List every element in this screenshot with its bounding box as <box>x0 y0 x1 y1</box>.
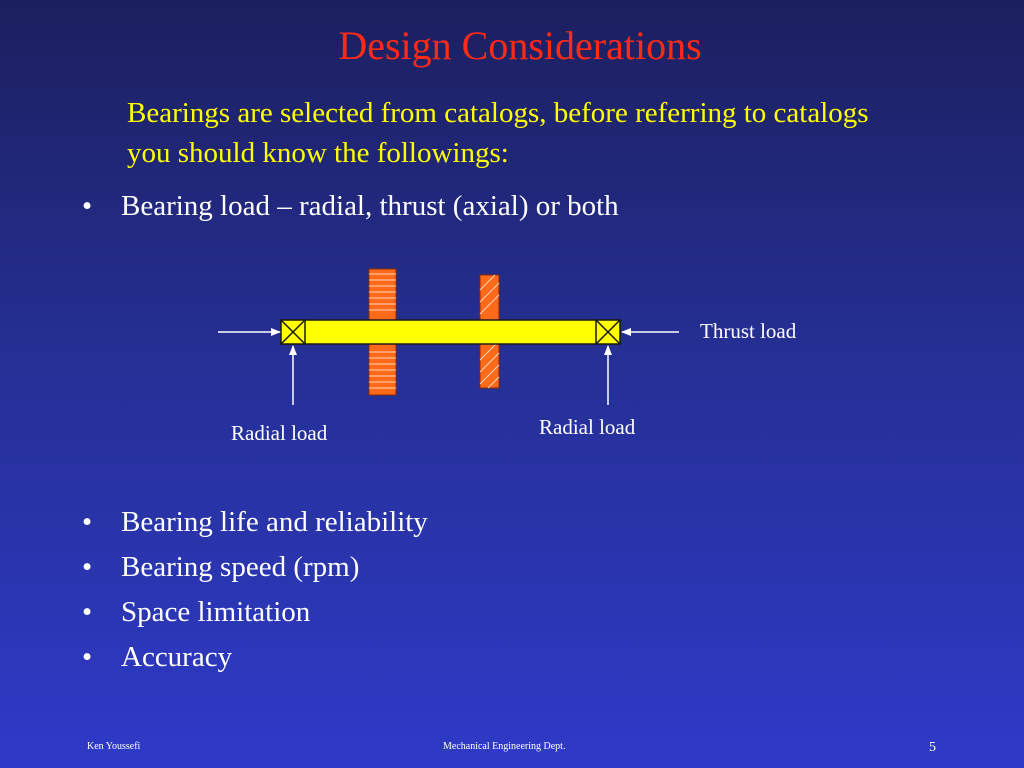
bullet-item: • Bearing life and reliability <box>82 502 428 547</box>
footer-department: Mechanical Engineering Dept. <box>443 741 566 752</box>
page-number: 5 <box>929 740 936 755</box>
bullet-item: • Accuracy <box>82 637 428 682</box>
bullet-item: • Space limitation <box>82 592 428 637</box>
radial-load-label-right: Radial load <box>539 415 636 439</box>
intro-text: Bearings are selected from catalogs, before referring to catalogs you should know the followings: <box>127 97 869 169</box>
radial-load-label-left: Radial load <box>231 421 328 445</box>
bullet-item: • Bearing load – radial, thrust (axial) or both <box>82 186 619 226</box>
footer-author: Ken Youssefi <box>87 741 141 752</box>
bearing-right <box>596 320 620 344</box>
bearing-left <box>281 320 305 344</box>
slide-title: Design Considerations <box>338 23 702 68</box>
bullet-list-bottom <box>82 502 428 682</box>
thrust-load-label: Thrust load <box>700 319 797 343</box>
shaft <box>281 320 620 344</box>
bullet-item: • Bearing speed (rpm) <box>82 547 428 592</box>
